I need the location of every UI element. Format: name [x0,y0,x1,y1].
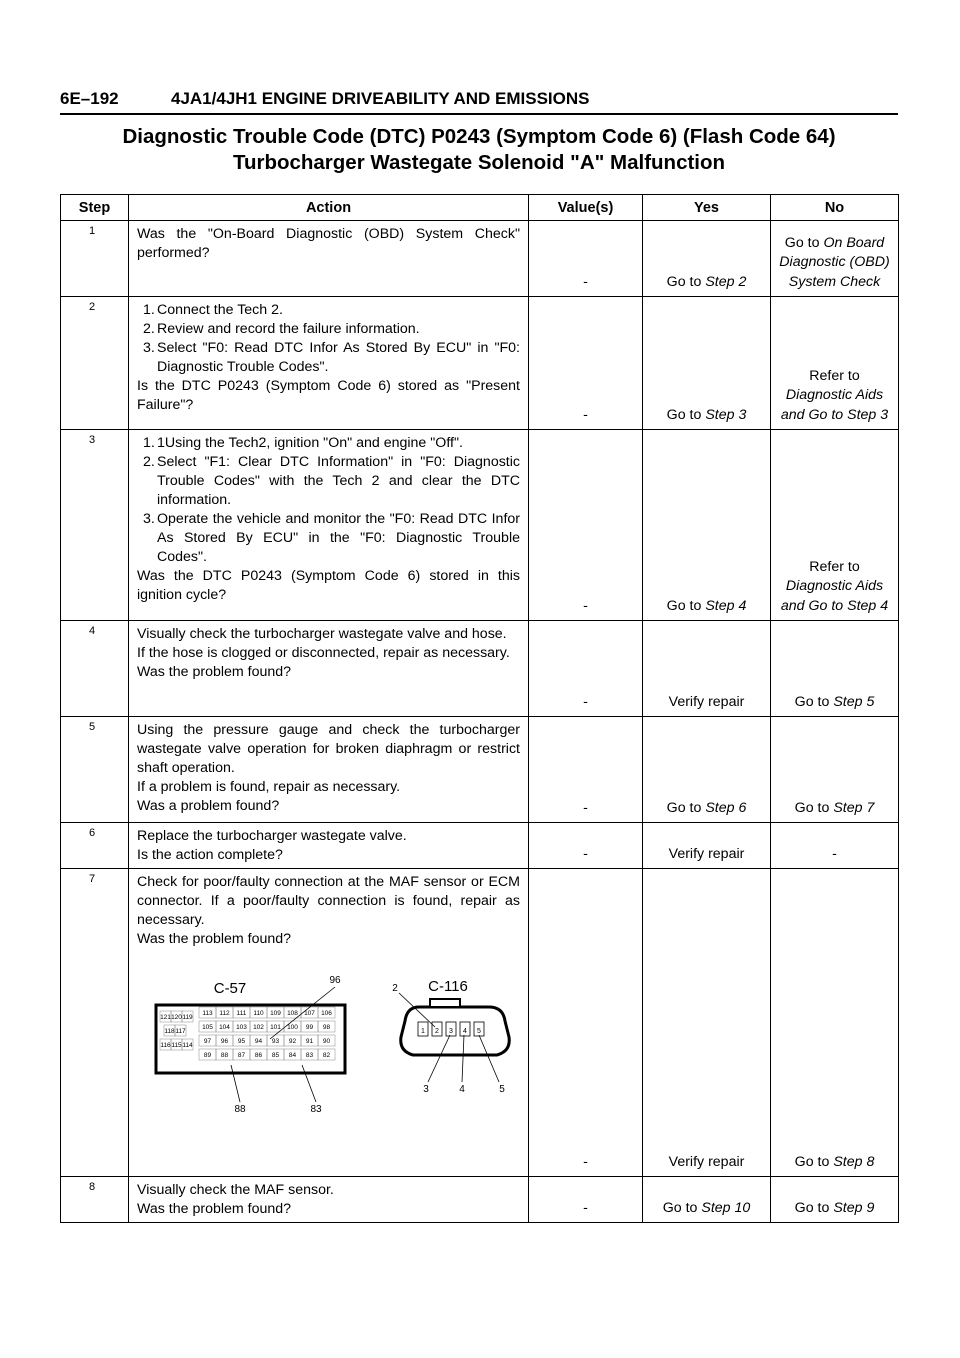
table-row [61,823,899,869]
connector-diagram-svg [137,955,527,1135]
list-number: 2 . [143,453,155,472]
yes-cell [643,717,771,823]
list-number: 3 . [143,339,155,358]
c57-pin-number: 82 [322,1052,331,1059]
action-text: Replace the turbocharger wastegate valve. [137,828,407,844]
diagnostic-table [60,194,899,1223]
action-list-item [137,510,520,567]
action-cell [129,823,529,869]
column-header: Action [129,195,529,221]
action-list-text: Operate the vehicle and monitor the "F0: Read DTC Infor As Stored By ECU" in the "F0: Diagnostic Trouble Codes". [157,511,520,565]
c57-pin-number: 113 [202,1010,213,1017]
value-cell: - [529,717,643,823]
yes-cell [643,823,771,869]
c57-pin-number: 92 [288,1038,297,1045]
column-header: Value(s) [529,195,643,221]
value-cell: - [529,221,643,297]
c116-pin-number: 2 [435,1028,439,1035]
no-prefix: Refer to [809,558,860,575]
c116-pin-number: 5 [477,1028,481,1035]
no-link-text: Step 8 [833,1153,875,1170]
c57-pin-number: 99 [305,1024,314,1031]
action-list-text: Review and record the failure information. [157,321,420,337]
yes-prefix: Go to [666,273,702,290]
list-number: 3 . [143,510,155,529]
column-header: Step [61,195,129,221]
action-list-item [137,434,520,453]
c116-callout-5: 5 [499,1084,505,1095]
list-number: 1 . [143,434,155,453]
action-cell [129,717,529,823]
list-number: 1 . [143,301,155,320]
yes-prefix: Go to [666,799,702,816]
no-link-text: On Board Diagnostic (OBD) System Check [779,234,890,290]
value-cell: - [529,823,643,869]
step-number: 3 [61,430,129,621]
page-title [60,124,898,176]
c57-pin-number: 114 [182,1042,193,1049]
yes-prefix: Go to [662,1199,698,1216]
table-row [61,221,899,297]
value-cell: - [529,869,643,1177]
action-text: Was the problem found? [137,1201,292,1217]
c57-pin-number: 121 [160,1014,171,1021]
no-prefix: Refer to [809,367,860,384]
value-cell: - [529,621,643,717]
c57-pin-number: 83 [305,1052,314,1059]
action-text: Was a problem found? [137,798,280,814]
c57-pin-number: 91 [305,1038,314,1045]
no-link-text: Diagnostic Aids and Go to Step 3 [780,387,889,423]
c57-pin-number: 97 [203,1038,212,1045]
c57-label: C-57 [213,980,247,997]
table-header-row [61,195,899,221]
action-text: Is the action complete? [137,847,283,863]
c57-pin-number: 101 [270,1024,281,1031]
no-prefix: Go to [794,1199,830,1216]
yes-cell [643,1177,771,1223]
action-cell [129,869,529,1177]
action-text: Using the pressure gauge and check the turbocharger wastegate valve operation for broken diaphragm or restrict shaft operation. [137,722,520,776]
table-row [61,621,899,717]
c116-callout-3: 3 [423,1084,429,1095]
yes-prefix: Go to [666,406,702,423]
action-cell [129,221,529,297]
no-cell [771,430,899,621]
c57-pin-number: 105 [202,1024,213,1031]
page-header [60,87,898,115]
c116-connector-body [401,1007,510,1055]
action-list-item [137,453,520,510]
yes-prefix: Verify repair [668,693,745,710]
no-cell [771,717,899,823]
c57-pin-number: 117 [175,1028,186,1035]
action-text: Was the "On-Board Diagnostic (OBD) System Check" performed? [137,226,520,261]
c57-pin-number: 120 [171,1014,182,1021]
action-cell [129,430,529,621]
action-cell [129,1177,529,1223]
step-number: 2 [61,297,129,430]
no-cell [771,297,899,430]
no-cell [771,1177,899,1223]
c57-pin-number: 90 [322,1038,331,1045]
c57-pin-number: 100 [287,1024,298,1031]
action-text: Visually check the MAF sensor. [137,1182,334,1198]
action-list-item [137,320,520,339]
value-cell: - [529,297,643,430]
table-row [61,430,899,621]
no-prefix: Go to [794,1153,830,1170]
action-text: Is the DTC P0243 (Symptom Code 6) stored as "Present Failure"? [137,378,520,413]
no-cell [771,869,899,1177]
action-list-text: Connect the Tech 2. [157,302,283,318]
c57-pin-number: 104 [219,1024,230,1031]
yes-prefix: Go to [666,597,702,614]
c57-callout-83: 83 [310,1104,322,1115]
action-list-item [137,339,520,377]
c57-pin-number: 107 [304,1010,315,1017]
no-prefix: Go to [794,693,830,710]
yes-link-text: Step 2 [705,273,747,290]
page-number: 6E–192 [60,89,119,108]
yes-link-text: Step 4 [705,597,747,614]
no-prefix: Go to [794,799,830,816]
table-row [61,1177,899,1223]
action-text: Was the problem found? [137,931,292,947]
c57-pin-number: 112 [219,1010,230,1017]
c57-pin-number: 102 [253,1024,264,1031]
connector-diagram [137,955,527,1135]
yes-cell [643,621,771,717]
yes-link-text: Step 3 [705,406,747,423]
table-row [61,297,899,430]
c57-pin-number: 106 [321,1010,332,1017]
column-header: No [771,195,899,221]
yes-cell [643,869,771,1177]
no-link-text: Step 9 [833,1199,875,1216]
yes-cell [643,430,771,621]
c57-pin-number: 110 [253,1010,264,1017]
c57-pin-number: 86 [254,1052,263,1059]
yes-cell [643,221,771,297]
list-number: 2 . [143,320,155,339]
step-number: 8 [61,1177,129,1223]
no-cell [771,221,899,297]
yes-prefix: Verify repair [668,1153,745,1170]
c57-callout-96: 96 [329,975,341,986]
yes-cell [643,297,771,430]
c57-pin-number: 85 [271,1052,280,1059]
c116-callout-2: 2 [392,983,398,994]
step-number: 7 [61,869,129,1177]
action-text: Was the problem found? [137,664,292,680]
step-number: 1 [61,221,129,297]
no-prefix: - [832,845,837,862]
step-number: 6 [61,823,129,869]
c57-pin-number: 96 [220,1038,229,1045]
c116-pin-number: 3 [449,1028,453,1035]
c57-pin-number: 119 [182,1014,193,1021]
c57-pin-number: 108 [287,1010,298,1017]
table-row [61,717,899,823]
no-link-text: Step 5 [833,693,875,710]
c57-pin-number: 94 [254,1038,263,1045]
action-list-text: 1Using the Tech2, ignition "On" and engine "Off". [157,435,463,451]
action-list [137,434,520,567]
c57-pin-number: 93 [271,1038,280,1045]
value-cell: - [529,1177,643,1223]
no-cell [771,823,899,869]
yes-prefix: Verify repair [668,845,745,862]
action-text: Was the DTC P0243 (Symptom Code 6) stored in this ignition cycle? [137,568,520,603]
step-number: 5 [61,717,129,823]
no-prefix: Go to [784,234,820,251]
c116-pin-number: 1 [421,1028,425,1035]
action-text: If a problem is found, repair as necessary. [137,779,401,795]
c57-pin-number: 116 [160,1042,171,1049]
action-list-item [137,301,520,320]
c57-pin-number: 89 [203,1052,212,1059]
action-text: Visually check the turbocharger wastegate valve and hose. [137,626,507,642]
table-row [61,869,899,1177]
c57-pin-number: 103 [236,1024,247,1031]
action-list [137,301,520,377]
c57-pin-number: 118 [164,1028,175,1035]
c57-callout-88: 88 [234,1104,246,1115]
c116-callout-4: 4 [459,1084,465,1095]
c116-latch [430,999,460,1007]
c116-label: C-116 [428,978,468,995]
action-cell [129,297,529,430]
section-title: 4JA1/4JH1 ENGINE DRIVEABILITY AND EMISSIONS [171,89,590,108]
yes-link-text: Step 6 [705,799,747,816]
step-number: 4 [61,621,129,717]
action-cell [129,621,529,717]
c57-pin-number: 87 [237,1052,246,1059]
c116-pin-number: 4 [463,1028,467,1035]
no-cell [771,621,899,717]
c57-pin-number: 109 [270,1010,281,1017]
c57-pin-number: 98 [322,1024,331,1031]
no-link-text: Diagnostic Aids and Go to Step 4 [780,578,889,614]
c57-pin-number: 84 [288,1052,297,1059]
c57-pin-number: 111 [236,1010,247,1017]
c57-pin-number: 88 [220,1052,229,1059]
c57-pin-number: 95 [237,1038,246,1045]
title-line-2: Turbocharger Wastegate Solenoid "A" Malfunction [232,151,726,174]
title-line-1: Diagnostic Trouble Code (DTC) P0243 (Symptom Code 6) (Flash Code 64) [122,125,836,148]
c57-pin-number: 115 [171,1042,182,1049]
action-text: If the hose is clogged or disconnected, repair as necessary. [137,645,510,661]
no-link-text: Step 7 [833,799,875,816]
action-text: Check for poor/faulty connection at the MAF sensor or ECM connector. If a poor/faulty connection is found, repair as necessary. [137,874,520,928]
action-list-text: Select "F1: Clear DTC Information" in "F0: Diagnostic Trouble Codes" with the Tech 2 and clear the DTC information. [157,454,520,508]
action-list-text: Select "F0: Read DTC Infor As Stored By ECU" in "F0: Diagnostic Trouble Codes". [157,340,520,375]
value-cell: - [529,430,643,621]
yes-link-text: Step 10 [701,1199,751,1216]
column-header: Yes [643,195,771,221]
